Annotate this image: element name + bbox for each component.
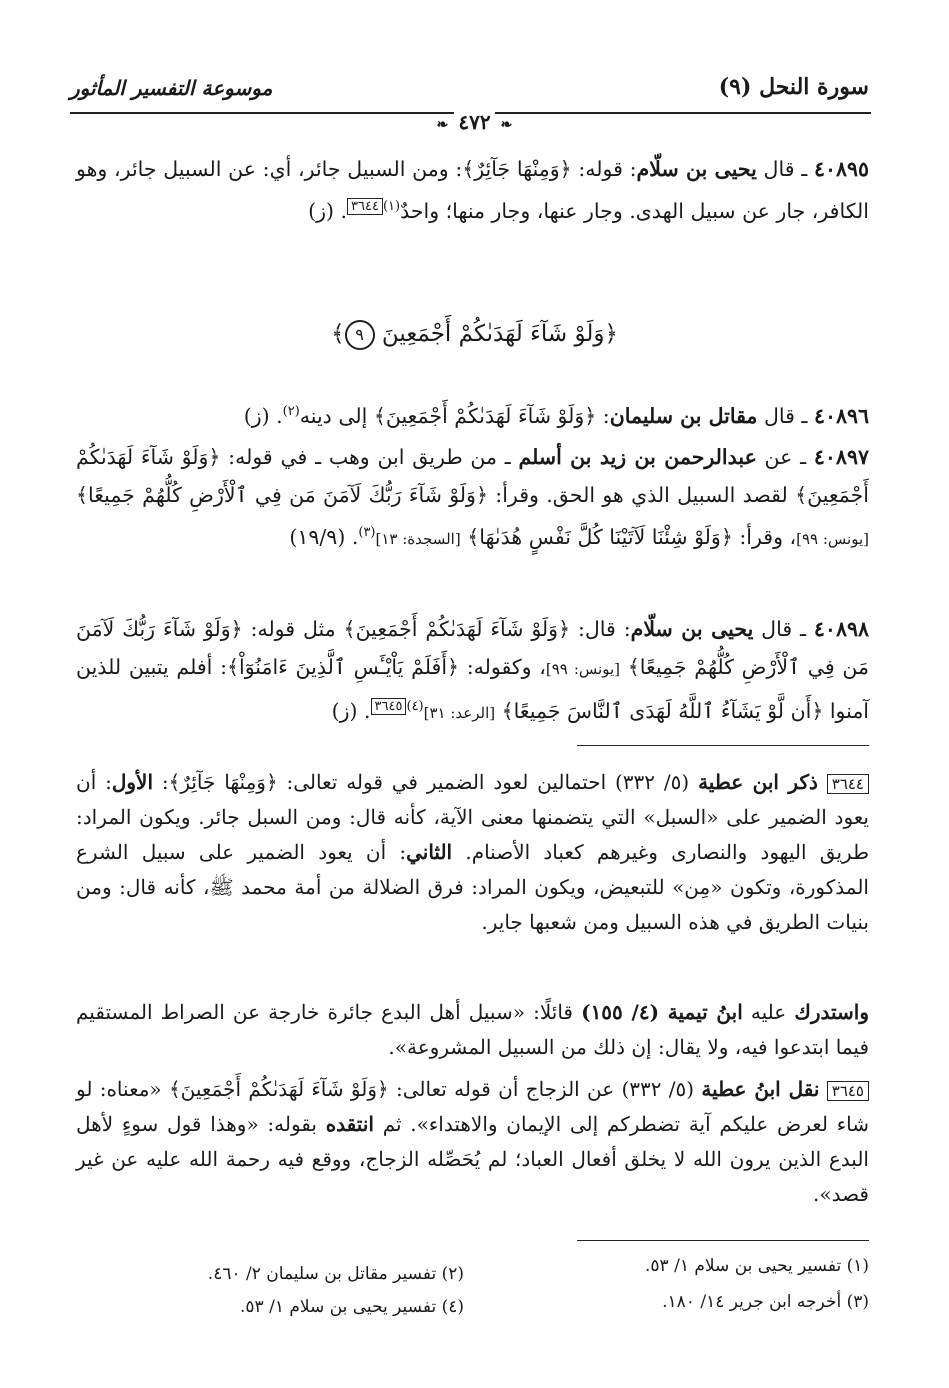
note-first-label: الأول: [111, 770, 153, 794]
verse-reference: [الرعد: ٣١]: [423, 703, 496, 722]
entry-body: : ﴿وَلَوْ شَآءَ لَهَدَىٰكُمْ أَجْمَعِينَ﴾ إلى دينه: [299, 403, 610, 428]
verse-reference: [السجدة: ١٣]: [375, 529, 461, 548]
entry-speaker: يحيى بن سلّام: [636, 157, 757, 181]
footnote-marker[interactable]: (٣): [358, 525, 376, 540]
note-second-label: الثاني: [406, 840, 453, 864]
footnote-marker[interactable]: (٢): [282, 404, 300, 419]
entry-pre: ـ قال: [753, 617, 807, 641]
ornament-left: ❧: [500, 117, 513, 133]
note-lead: نقل ابنُ عطية: [701, 1077, 820, 1101]
entry-body: ـ من طريق ابن وهب ـ في قوله: ﴿وَلَوْ شَآءَ لَهَدَىٰكُمْ أَجْمَعِينَ﴾ لقصد السبيل الذي هو الحق. وقرأ: ﴿وَلَوْ شَآءَ رَبُّكَ لَآمَنَ مَن فِي ٱلْأَرْضِ كُلُّهُمْ جَمِيعًا﴾: [76, 445, 869, 507]
note-box-number: ٣٦٤٤: [827, 774, 869, 794]
entry-40896: [76, 393, 869, 435]
note-second: : أن يعود الضمير على سبيل الشرع المذكورة، وتكون «مِن» للتبعيض، ويكون المراد: فرق الضلالة من أمة محمد ﷺ، كأنه قال: ومن بنيات الطريق في هذه السبيل ومن شعبها جاير.: [76, 840, 869, 934]
note-first: : أن يعود الضمير على «السبل» التي يتضمنها معنى الآية، كأنه قال: ومن السبل جائر. ويكون المراد: طريق اليهود والنصارى وغيرهم كعباد الأصنام.: [76, 770, 869, 864]
entry-speaker: عبدالرحمن بن زيد بن أسلم: [518, 445, 757, 469]
note-lead: ذكر ابن عطية: [698, 770, 818, 794]
footnote-3: (٣) أخرجه ابن جرير ١٤/ ١٨٠.: [662, 1292, 869, 1312]
entry-body-2: ، وكقوله: ﴿أَفَلَمْ يَاْيْـَٔسِ ٱلَّذِينَ ءَامَنُوٓاْ﴾: أفلم يتبين للذين آمنوا ﴿أَن لَّوْ يَشَآءُ ٱللَّهُ لَهَدَى ٱلنَّاسَ جَمِيعًا﴾: [76, 655, 869, 723]
note-body: قائلًا: «سبيل أهل البدع جائرة خارجة عن الصراط المستقيم فيما ابتدعوا فيه، ولا يقال: إن ذلك من السبيل المشروعة».: [76, 1000, 869, 1059]
entry-40895: [76, 150, 869, 230]
running-head-book-title: موسوعة التفسير المأثور: [70, 76, 273, 100]
note-ibn-taymiyya: [76, 995, 869, 1065]
entry-tail: . (١٩/٩): [289, 524, 359, 549]
note-criticism-label: انتقده: [325, 1112, 374, 1136]
footnote-1: (١) تفسير يحيى بن سلام ١/ ٥٣.: [645, 1256, 869, 1276]
entry-tail: . (ز): [331, 698, 371, 723]
ayah-number-marker: ٩: [345, 320, 375, 350]
verse-close: ﴾: [331, 321, 345, 347]
verse-reference: [يونس: ٩٩]: [796, 529, 869, 548]
footnote-4: (٤) تفسير يحيى بن سلام ١/ ٥٣.: [240, 1297, 464, 1317]
entry-40898: [76, 610, 869, 732]
entry-pre: ـ قال: [757, 403, 808, 428]
page-number-line: [0, 110, 949, 134]
page-number: ٤٧٢: [454, 110, 494, 134]
ornament-right: ❧: [436, 117, 449, 133]
note-lead: واستدرك: [794, 1000, 869, 1024]
note-who: ابنُ تيمية (٤/ ١٥٥): [581, 1000, 743, 1024]
entry-tail: . (ز): [308, 198, 348, 223]
entry-speaker: مقاتل بن سليمان: [609, 403, 758, 428]
note-body-2: بقوله: «وهذا قول سوءٍ لأهل البدع الذين يرون الله لا يخلق أفعال العباد؛ لم يُحَصِّله الزجاج، ووقع فيه رحمة الله عليه عن غير قصد».: [76, 1112, 869, 1206]
entry-40897: [76, 438, 869, 558]
entry-tail: . (ز): [243, 403, 283, 428]
entry-number: ٤٠٨٩٥: [813, 157, 869, 181]
note-mid: عليه: [742, 1000, 795, 1024]
note-3644: [76, 765, 869, 940]
entry-speaker: يحيى بن سلّام: [630, 617, 754, 641]
entry-number: ٤٠٨٩٦: [813, 403, 869, 428]
footnote-2: (٢) تفسير مقاتل بن سليمان ٢/ ٤٦٠.: [207, 1264, 464, 1284]
verse-text: ﴿وَلَوْ شَآءَ لَهَدَىٰكُمْ أَجْمَعِينَ: [381, 321, 618, 347]
verse-reference: [يونس: ٩٩]: [545, 660, 620, 678]
running-head-surah: سورة النحل (٩): [718, 74, 869, 100]
entry-pre: ـ عن: [756, 445, 807, 469]
note-box-number: ٣٦٤٥: [827, 1081, 869, 1101]
entry-number: ٤٠٨٩٧: [813, 445, 869, 469]
entry-body: : قال: ﴿وَلَوْ شَآءَ لَهَدَىٰكُمْ أَجْمَعِينَ﴾ مثل قوله: ﴿وَلَوْ شَآءَ رَبُّكَ لَآمَنَ مَن فِي ٱلْأَرْضِ كُلُّهُمْ جَمِيعًا﴾: [76, 617, 869, 679]
verse-heading: [0, 320, 949, 350]
note-box-ref[interactable]: ٣٦٤٥: [371, 698, 407, 715]
notes-separator: [577, 745, 869, 746]
footnotes-separator: [577, 1240, 869, 1241]
entry-pre: ـ قال: [756, 157, 808, 181]
footnote-marker[interactable]: (١): [382, 199, 401, 214]
note-box-ref[interactable]: ٣٦٤٤: [347, 198, 383, 215]
note-3645: [76, 1072, 869, 1212]
entry-body-2: ، وقرأ: ﴿وَلَوْ شِئْنَا لَآتَيْنَا كُلَّ نَفْسٍ هُدَىٰهَا﴾: [460, 524, 797, 549]
footnote-marker[interactable]: (٤): [406, 699, 424, 714]
note-body: (٥/ ٣٣٢) عن الزجاج أن قوله تعالى: ﴿وَلَوْ شَآءَ لَهَدَىٰكُمْ أَجْمَعِينَ﴾ «معناه: لو شاء لعرض عليكم آية تضطركم إلى الإيمان والاهتداء». ثم: [76, 1077, 869, 1136]
entry-number: ٤٠٨٩٨: [813, 617, 869, 641]
note-body: (٥/ ٣٣٢) احتمالين لعود الضمير في قوله تعالى: ﴿وَمِنْهَا جَآئِرٌ﴾:: [153, 770, 699, 794]
entry-body: : قوله: ﴿وَمِنْهَا جَآئِرٌ﴾: ومن السبيل جائر، أي: عن السبيل جائر، وهو الكافر، جار عن سبيل الهدى. وجار عنها، وجار منها؛ واحدٌ: [76, 157, 869, 223]
